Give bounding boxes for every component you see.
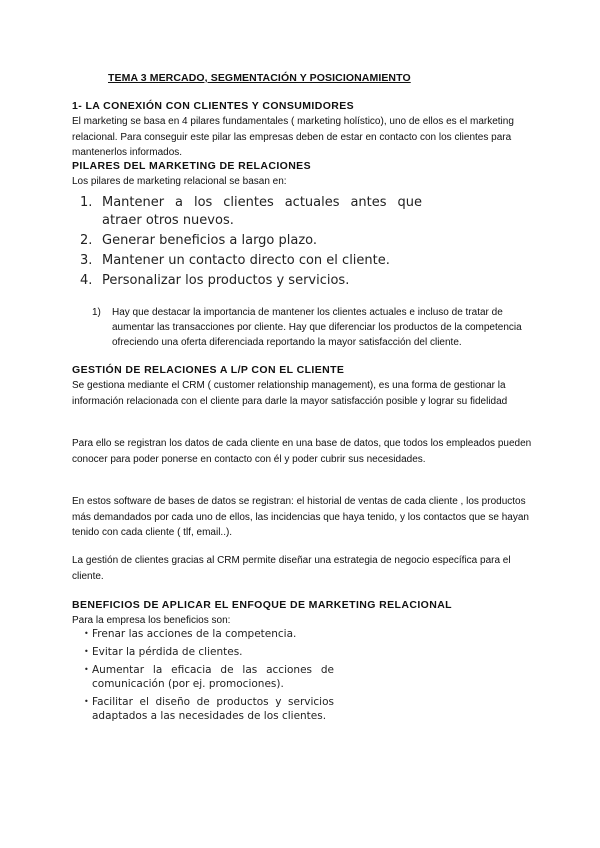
list-text: Mantener un contacto directo con el cliente. <box>102 253 390 268</box>
list-number: 2. <box>80 233 93 248</box>
pilares-note <box>92 305 532 350</box>
section-heading-beneficios: BENEFICIOS DE APLICAR EL ENFOQUE DE MARKETING RELACIONAL <box>72 599 452 611</box>
list-number: 1. <box>80 195 93 210</box>
pilares-intro: Los pilares de marketing relacional se basan en: <box>72 176 287 187</box>
section-heading-conexion: 1- LA CONEXIÓN CON CLIENTES Y CONSUMIDORES <box>72 100 355 112</box>
gestion-paragraph-2: Para ello se registran los datos de cada cliente en una base de datos, que todos los empleados pueden conocer para poder ponerse en contacto con él y poder cubrir sus necesidades. <box>72 438 532 465</box>
bullet-icon: • <box>84 647 89 656</box>
bullet-icon: • <box>84 665 89 674</box>
list-item <box>80 194 480 230</box>
list-number: 4. <box>80 273 93 288</box>
bullet-icon: • <box>84 697 89 706</box>
bullet-icon: • <box>84 629 89 638</box>
gestion-paragraph-1: Se gestiona mediante el CRM ( customer relationship management), es una forma de gestionar la información relacionada con el cliente para darle la mayor satisfacción posible y lograr su fidelidad <box>72 380 508 407</box>
list-item <box>84 663 334 691</box>
list-text: Personalizar los productos y servicios. <box>102 273 350 288</box>
list-text: Facilitar el diseño de productos y servicios adaptados a las necesidades de los clientes. <box>92 696 334 722</box>
list-text: Evitar la pérdida de clientes. <box>92 646 243 658</box>
list-item <box>84 695 334 723</box>
list-text: Mantener a los clientes actuales antes que atraer otros nuevos. <box>102 195 422 228</box>
list-item <box>80 232 480 250</box>
pilares-list <box>80 194 480 292</box>
list-item <box>84 645 334 659</box>
document-title: TEMA 3 MERCADO, SEGMENTACIÓN Y POSICIONAMIENTO <box>108 72 411 84</box>
list-text: Generar beneficios a largo plazo. <box>102 233 318 248</box>
beneficios-intro: Para la empresa los beneficios son: <box>72 615 231 626</box>
note-text: Hay que destacar la importancia de mantener los clientes actuales e incluso de tratar de aumentar las transacciones por cliente. Hay que diferenciar los productos de la competencia ofreciendo una oferta diferenciada reportando la mayor satisfacción del cliente. <box>112 307 522 348</box>
gestion-paragraph-4: La gestión de clientes gracias al CRM permite diseñar una estrategia de negocio específica para el cliente. <box>72 555 511 582</box>
beneficios-list <box>84 627 334 727</box>
list-number: 3. <box>80 253 93 268</box>
section-heading-gestion: GESTIÓN DE RELACIONES A L/P CON EL CLIENTE <box>72 364 345 376</box>
section-heading-pilares: PILARES DEL MARKETING DE RELACIONES <box>72 160 311 172</box>
gestion-paragraph-3: En estos software de bases de datos se registran: el historial de ventas de cada cliente , los productos más demandados por cada uno de ellos, las incidencias que haya tenido, y los contactos que se hayan tenido con cada cliente ( tlf, email..). <box>72 496 529 538</box>
list-item <box>84 627 334 641</box>
list-item <box>80 272 480 290</box>
list-text: Frenar las acciones de la competencia. <box>92 628 297 640</box>
list-text: Aumentar la eficacia de las acciones de comunicación (por ej. promociones). <box>92 664 334 690</box>
section-text-conexion: El marketing se basa en 4 pilares fundamentales ( marketing holístico), uno de ellos es el marketing relacional. Para conseguir este pilar las empresas deben de estar en contacto con los clientes para mantenerlos informados. <box>72 116 514 158</box>
list-item <box>80 252 480 270</box>
note-number: 1) <box>92 307 101 318</box>
